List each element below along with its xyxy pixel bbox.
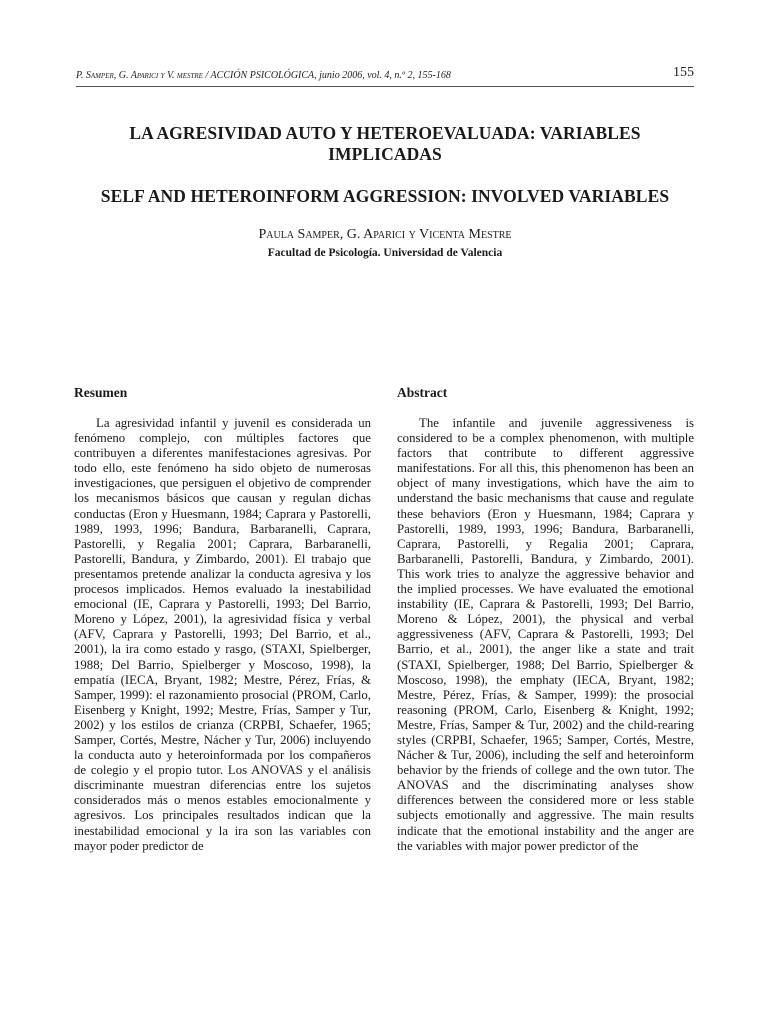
abstract-column [397,385,694,854]
running-head-journal: / ACCIÓN PSICOLÓGICA, junio 2006, vol. 4, n.º 2, 155-168 [202,70,451,81]
abstract-body: The infantile and juvenile aggressiveness is considered to be a complex phenomenon, with multiple factors that contribute to different aggressive manifestations. For all this, this phenomenon has been an object of many investigations, which have the aim to understand the basic mechanisms that cause and regulate these behaviors (Eron y Huesmann, 1984; Caprara y Pastorelli, 1989, 1993, 1996; Bandura, Barbaranelli, Caprara, Pastorelli, y Regalia 2001; Caprara, Barbaranelli, Pastorelli, Bandura, y Zimbardo, 2001). This work tries to analyze the aggressive behavior and the implied processes. We have evaluated the emotional instability (IE, Caprara & Pastorelli, 1993; Del Barrio, Moreno & López, 2001), the physical and verbal aggressiveness (AFV, Caprara & Pastorelli, 1993; Del Barrio, et al., 2001), the anger like a state and trait (STAXI, Spielberger, 1988; Del Barrio, Spielberger & Moscoso, 1998), the emphaty (IECA, Bryant, 1982; Mestre, Pérez, Frías, & Samper, 1999): the prosocial reasoning (PROM, Carlo, Eisenberg & Knight, 1992; Mestre, Frías, Samper & Tur, 2002) and the child-rearing styles (CRPBI, Schaefer, 1965; Samper, Cortés, Mestre, Nácher & Tur, 2006), including the self and heteroinform behavior by the friends of college and the own tutor. The ANOVAS and the discriminating analyses show differences between the considered more or less stable subjects emotionally and aggressive. The main results indicate that the emotional instability and the anger are the variables with major power predictor of the [397,416,694,853]
page-number: 155 [673,65,694,80]
running-head-authors: P. Samper, G. Aparici y V. mestre [76,70,203,81]
abstract-heading: Abstract [397,385,448,400]
resumen-body: La agresividad infantil y juvenil es considerada un fenómeno complejo, con múltiples factores que contribuyen a diferentes manifestaciones agresivas. Por todo ello, este fenómeno ha sido objeto de numerosas investigaciones, que persiguen el objetivo de comprender los mecanismos básicos que causan y regulan dichas conductas (Eron y Huesmann, 1984; Caprara y Pastorelli, 1989, 1993, 1996; Bandura, Barbaranelli, Caprara, Pastorelli, y Regalia 2001; Caprara, Barbaranelli, Pastorelli, Bandura, y Zimbardo, 2001). El trabajo que presentamos pretende analizar la conducta agresiva y los procesos implicados. Hemos evaluado la inestabilidad emocional (IE, Caprara y Pastorelli, 1993; Del Barrio, Moreno y López, 2001), la agresividad física y verbal (AFV, Caprara y Pastorelli, 1993; Del Barrio, et al., 2001), la ira como estado y rasgo, (STAXI, Spielberger, 1988; Del Barrio, Spielberger y Moscoso, 1998), la empatía (IECA, Bryant, 1982; Mestre, Pérez, Frías, & Samper, 1999): el razonamiento prosocial (PROM, Carlo, Eisenberg y Knight, 1992; Mestre, Frías, Samper y Tur, 2002) y los estilos de crianza (CRPBI, Schaefer, 1965; Samper, Cortés, Mestre, Nácher y Tur, 2006) incluyendo la conducta auto y heteroinformada por los compañeros de colegio y el propio tutor. Los ANOVAS y el análisis discriminante muestran diferencias entre los sujetos considerados más o menos estables emocionalmente y agresivos. Los principales resultados indican que la inestabilidad emocional y la ira son las variables con mayor poder predictor de [74,416,371,853]
running-head [76,70,694,81]
title-spanish: LA AGRESIVIDAD AUTO Y HETEROEVALUADA: VARIABLES IMPLICADAS [129,123,641,164]
authors: Paula Samper, G. Aparici y Vicenta Mestre [258,227,512,242]
resumen-column [74,385,371,854]
affiliation: Facultad de Psicología. Universidad de Valencia [267,247,503,259]
title-english: SELF AND HETEROINFORM AGGRESSION: INVOLVED VARIABLES [100,186,670,206]
resumen-heading: Resumen [74,385,128,400]
header-rule [76,86,694,87]
